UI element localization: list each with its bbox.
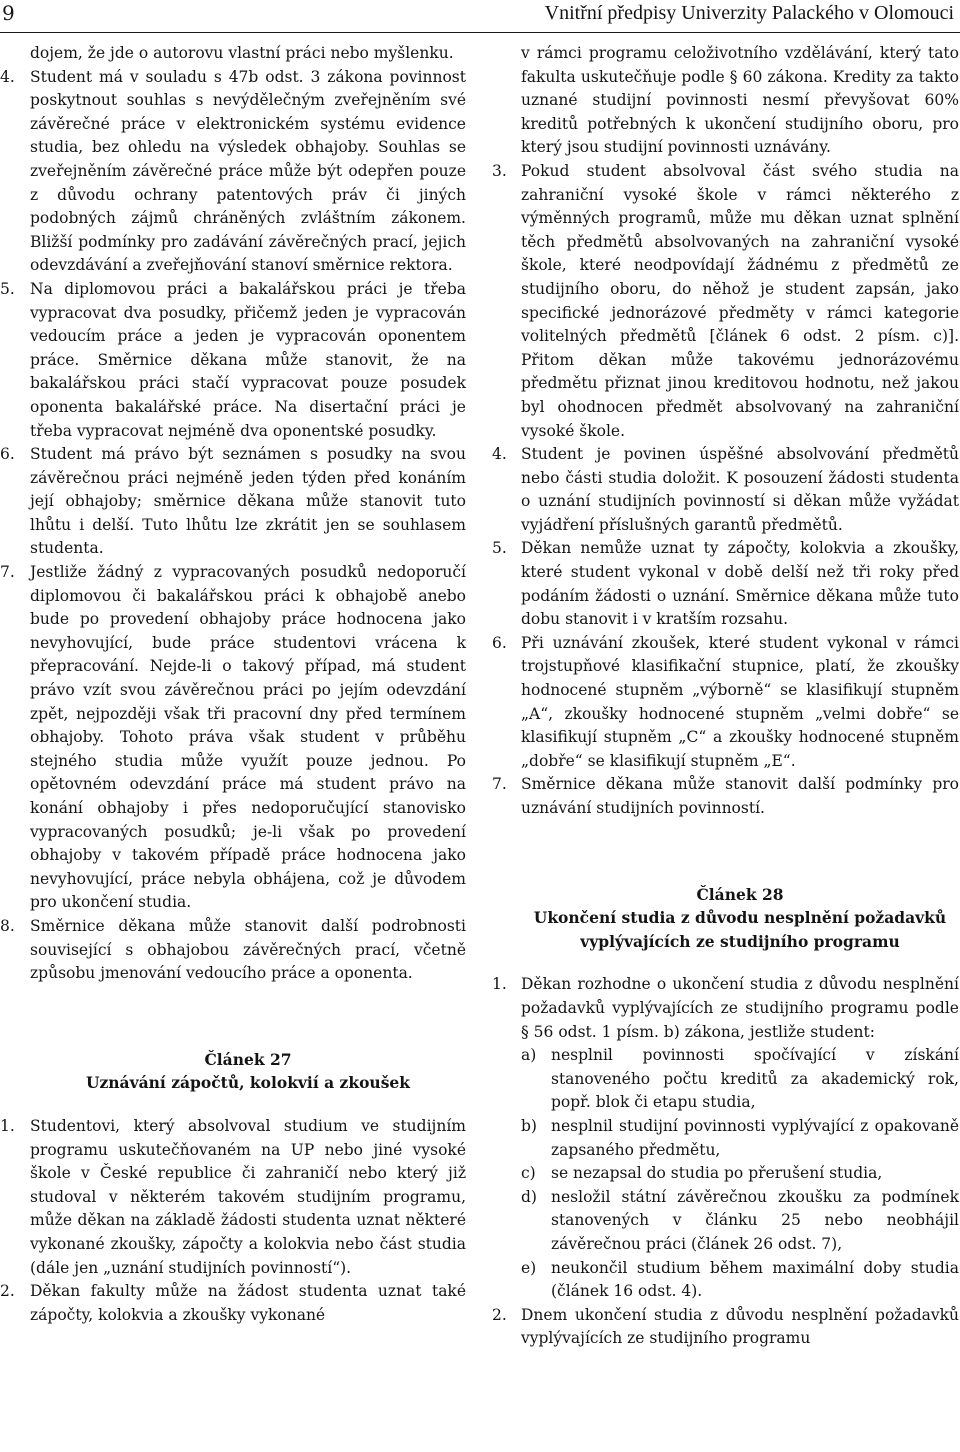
left-column [0,42,466,1327]
sub-item-text: nesložil státní závěrečnou zkoušku za podmínek stanovených v článku 25 nebo neobhájil závěrečnou práci (článek 26 odst. 7), [551,1187,959,1253]
sub-item-label: a) [521,1046,537,1065]
item-number: 4. [492,445,507,464]
list-item [0,1115,466,1280]
sub-item-label: e) [521,1258,537,1277]
article-28-number: Článek 28 [696,884,784,904]
article-28-title: Ukončení studia z důvodu nesplnění požadavků vyplývajících ze studijního programu [533,908,947,951]
list-item [0,915,466,986]
list-item [492,537,959,631]
sub-item-label: c) [521,1164,536,1183]
page-number: 9 [2,1,15,25]
list-item [492,443,959,537]
sub-item [521,1162,959,1186]
item-text: Děkan rozhodne o ukončení studia z důvodu nesplnění požadavků vyplývajících ze studijního programu podle § 56 odst. 1 písm. b) zákona, jestliže student: [521,975,959,1041]
item-number: 4. [0,67,15,86]
item-number: 3. [492,161,507,180]
item-text: Studentovi, který absolvoval studium ve studijním programu uskutečňovaném na UP nebo jiné vysoké škole v České republice či zahraničí nebo který již studoval v některém takovém studijním programu, může děkan na základě žádosti studenta uznat některé vykonané zkoušky, zápočty a kolokvia nebo část studia (dále jen „uznání studijních povinností“). [30,1116,466,1277]
item-text: Děkan nemůže uznat ty zápočty, kolokvia a zkoušky, které student vykonal v době delší než tři roky před podáním žádosti o uznání. Směrnice děkana může tuto dobu stanovit i v kratším rozsahu. [521,539,959,629]
list-item [0,1280,466,1327]
list-item [0,443,466,561]
item-text: Jestliže žádný z vypracovaných posudků nedoporučí diplomovou či bakalářskou práci k obhajobě anebo bude po provedení obhajoby práce hodnocena jako nevyhovující, bude práce studentovi vrácena k přepracování. Nejde-li o takový případ, má student právo vzít svou závěrečnou práci po jejím odevzdání zpět, nejpozději však tři pracovní dny před termínem obhajoby. Tohoto práva však student v průběhu stejného studia může využít pouze jednou. Po opětovném odevzdání práce má student právo na konání obhajoby i přes nedoporučující stanovisko vypracovaných posudků; je-li však po provedení obhajoby v takovém případě práce hodnocena jako nevyhovující, práce nebyla obhájena, což je důvodem pro ukončení studia. [30,563,466,912]
list-item [0,561,466,915]
item-number: 6. [0,445,15,464]
item-number: 5. [492,539,507,558]
item-number: 1. [0,1116,15,1135]
sub-item-label: b) [521,1116,537,1135]
item-text: Student má v souladu s 47b odst. 3 zákona povinnost poskytnout souhlas s nevýdělečným zveřejněním své závěrečné práce v elektronickém systému evidence studia, bez ohledu na výsledek obhajoby. Souhlas se zveřejněním závěrečné práce může být odepřen pouze z důvodu ochrany patentových práv či jiných podobných zájmů chráněných zvláštním zákonem. Bližší podmínky pro zadávání závěrečných prací, jejich odevzdávání a zveřejňování stanoví směrnice rektora. [30,67,466,275]
continued-paragraph: v rámci programu celoživotního vzdělávání, který tato fakulta uskutečňuje podle § 60 zákona. Kredity za takto uznané studijní povinnosti nesmí převyšovat 60% kreditů potřebných k ukončení studijního oboru, pro který jsou studijní povinnosti uznávány. [521,44,959,157]
sub-item-label: d) [521,1187,537,1206]
item-number: 6. [492,633,507,652]
page-header [0,0,960,33]
list-item [492,773,959,820]
item-number: 2. [492,1305,507,1324]
sub-item [521,1115,959,1162]
item-text: Student má právo být seznámen s posudky na svou závěrečnou práci nejméně jeden týden před konáním její obhajoby; směrnice děkana může stanovit tuto lhůtu i delší. Tuto lhůtu lze zkrátit jen se souhlasem studenta. [30,445,466,558]
continued-paragraph: dojem, že jde o autorovu vlastní práci nebo myšlenku. [30,44,454,62]
item-text: Pokud student absolvoval část svého studia na zahraniční vysoké škole v rámci některého z výměnných programů, může mu děkan uznat splnění těch předmětů absolvovaných na zahraniční vysoké škole, které neodpovídají žádnému z předmětů ze studijního oboru, do něhož je student zapsán, jako specifické jednorázové předměty v rámci kategorie volitelných předmětů [článek 6 odst. 2 písm. c)]. Přitom děkan může takovému jednorázovému předmětu přiznat jinou kreditovou hodnotu, než jakou byl ohodnocen předmět absolvovaný na zahraniční vysoké škole. [521,161,959,440]
item-text: Dnem ukončení studia z důvodu nesplnění požadavků vyplývajících ze studijního programu [521,1305,959,1348]
item-text: Směrnice děkana může stanovit další podrobnosti související s obhajobou závěrečných prací, včetně způsobu jmenování vedoucího práce a oponenta. [30,916,466,983]
item-text: Na diplomovou práci a bakalářskou práci je třeba vypracovat dva posudky, přičemž jeden je vypracován vedoucím práce a jeden je vypracován oponentem práce. Směrnice děkana může stanovit, že na bakalářskou práci stačí vypracovat pouze posudek oponenta bakalářské práce. Na disertační práci je třeba vypracovat nejméně dva oponentské posudky. [30,279,466,440]
sub-item-text: nesplnil studijní povinnosti vyplývající z opakovaně zapsaného předmětu, [551,1116,959,1159]
sub-item [521,1257,959,1304]
sub-item-text: nesplnil povinnosti spočívající v získání stanoveného počtu kreditů za akademický rok, popř. blok či etapu studia, [551,1046,959,1112]
header-title: Vnitřní předpisy Univerzity Palackého v Olomouci [544,2,954,24]
article-27-number: Článek 27 [204,1049,292,1069]
item-text: Děkan fakulty může na žádost studenta uznat také zápočty, kolokvia a zkoušky vykonané [30,1282,466,1324]
sub-item-text: neukončil studium během maximální doby studia (článek 16 odst. 4). [551,1258,959,1301]
list-item [492,973,959,1044]
item-number: 1. [492,975,507,994]
item-number: 7. [492,775,507,794]
sub-item [521,1186,959,1257]
item-text: Student je povinen úspěšné absolvování předmětů nebo části studia doložit. K posouzení žádosti studenta o uznání studijních povinností si děkan může vyžádat vyjádření příslušných garantů předmětů. [521,445,959,534]
item-number: 5. [0,279,15,298]
list-item [492,1304,959,1351]
item-number: 2. [0,1282,15,1301]
item-number: 7. [0,563,15,582]
list-item [492,160,959,443]
list-item [0,66,466,278]
list-item [0,278,466,443]
item-number: 8. [0,916,15,935]
article-27-title: Uznávání zápočtů, kolokvií a zkoušek [85,1073,411,1093]
item-text: Při uznávání zkoušek, které student vykonal v rámci trojstupňové klasifikační stupnice, platí, že zkoušky hodnocené stupněm „výborně“ se klasifikují stupněm „A“, zkoušky hodnocené stupněm „velmi dobře“ se klasifikují stupněm „C“ a zkoušky hodnocené stupněm „dobře“ se klasifikují stupněm „E“. [521,633,959,770]
right-column [492,42,959,1351]
sub-item-text: se nezapsal do studia po přerušení studia, [551,1164,883,1183]
sub-item [521,1044,959,1115]
list-item [492,632,959,774]
item-text: Směrnice děkana může stanovit další podmínky pro uznávání studijních povinností. [521,775,959,817]
